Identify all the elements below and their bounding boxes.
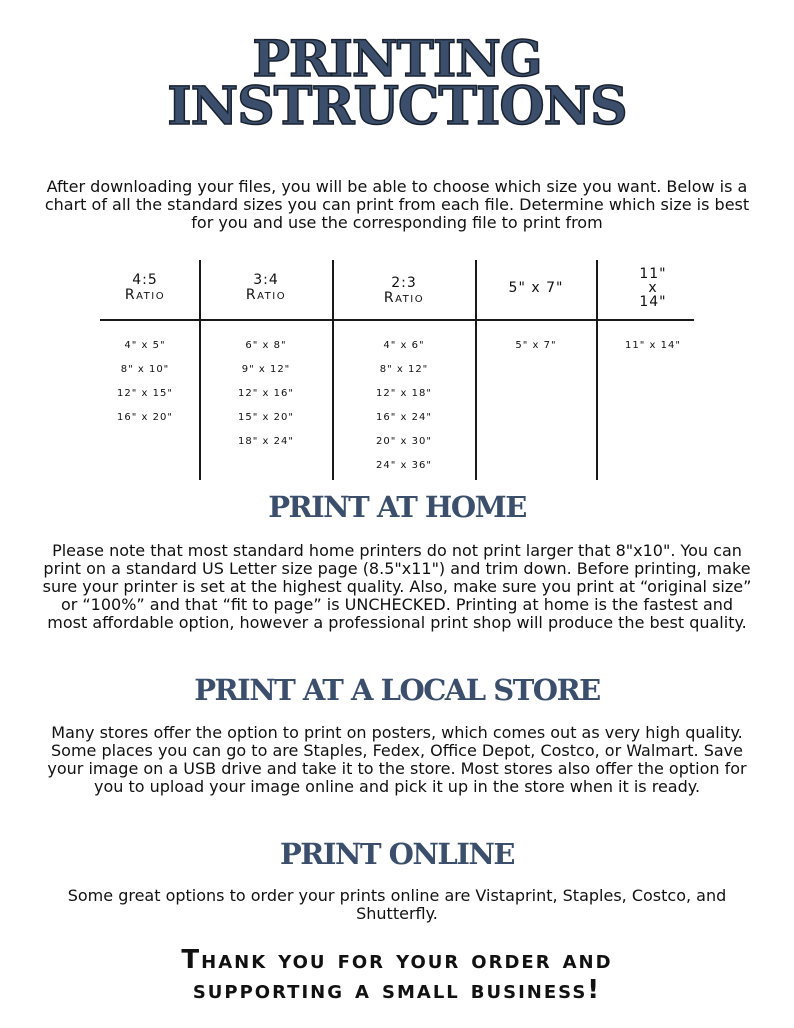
size-chart [100, 260, 694, 480]
intro-paragraph: After downloading your files, you will be able to choose which size you want. Below is a chart of all the standard sizes you can print from each file. Determine which size is best for you and use the corresponding file to print from [44, 177, 750, 232]
size-cell: 16" x 20" [117, 412, 173, 423]
column-header-line-2: x [648, 280, 658, 296]
closing-line-1: Thank you for your order and [181, 945, 613, 975]
section-heading-print-at-home: PRINT AT HOME [268, 490, 526, 524]
section-heading-print-at-local-store: PRINT AT A LOCAL STORE [194, 673, 600, 707]
page-title-line-1: PRINTING [252, 29, 542, 88]
size-cell: 4" x 5" [124, 340, 166, 351]
size-cell: 15" x 20" [238, 412, 294, 423]
column-header-ratio: 2:3 [391, 275, 417, 291]
column-header [85, 260, 205, 316]
header-divider [100, 319, 694, 321]
page-title-line-2: INSTRUCTIONS [167, 76, 627, 137]
column-3-4-ratio [206, 260, 326, 447]
section-heading-print-online: PRINT ONLINE [280, 837, 514, 871]
size-cell: 4" x 6" [383, 340, 425, 351]
column-header-label: Ratio [245, 287, 287, 303]
column-header-line-1: 11" [639, 266, 667, 282]
column-4-5-ratio [85, 260, 205, 423]
closing-line-2: supporting a small business! [192, 975, 602, 1005]
size-cell: 12" x 18" [376, 388, 432, 399]
size-cell: 8" x 10" [120, 364, 170, 375]
size-cell: 16" x 24" [376, 412, 432, 423]
column-header [344, 260, 464, 316]
column-header-ratio: 4:5 [132, 272, 158, 288]
column-header-line-3: 14" [639, 294, 667, 310]
size-cell: 9" x 12" [241, 364, 291, 375]
size-cell: 11" x 14" [625, 340, 681, 351]
section-body-print-at-local-store: Many stores offer the option to print on posters, which comes out as very high quality. Some places you can go to are Staples, Fedex, Office Depot, Costco, or Walmart. Save your image on a USB drive and take it to the store. Most stores also offer the option for you to upload your image online and pick it up in the store when it is ready. [47, 723, 747, 796]
size-cell: 18" x 24" [238, 436, 294, 447]
size-cell: 12" x 15" [117, 388, 173, 399]
column-header [206, 260, 326, 316]
column-5x7 [476, 260, 596, 351]
size-cell: 8" x 12" [379, 364, 429, 375]
column-header-ratio: 5" x 7" [508, 279, 564, 296]
column-header-ratio: 3:4 [253, 272, 279, 288]
column-header [593, 260, 713, 316]
column-2-3-ratio [344, 260, 464, 471]
section-body-print-at-home: Please note that most standard home printers do not print larger that 8"x10". You can print on a standard US Letter size page (8.5"x11") and trim down. Before printing, make sure your printer is set at the highest quality. Also, make sure you print at “original size” or “100%” and that “fit to page” is UNCHECKED. Printing at home is the fastest and most affordable option, however a professional print shop will produce the best quality. [42, 541, 752, 632]
size-cell: 12" x 16" [238, 388, 294, 399]
column-11x14 [593, 260, 713, 351]
column-header [476, 260, 596, 316]
section-body-print-online: Some great options to order your prints online are Vistaprint, Staples, Costco, and Shutterfly. [67, 886, 727, 923]
size-cell: 5" x 7" [515, 340, 557, 351]
column-header-label: Ratio [124, 287, 166, 303]
size-cell: 20" x 30" [376, 436, 432, 447]
size-cell: 6" x 8" [245, 340, 287, 351]
size-cell: 24" x 36" [376, 460, 432, 471]
column-divider [332, 260, 334, 480]
column-header-label: Ratio [383, 290, 425, 306]
